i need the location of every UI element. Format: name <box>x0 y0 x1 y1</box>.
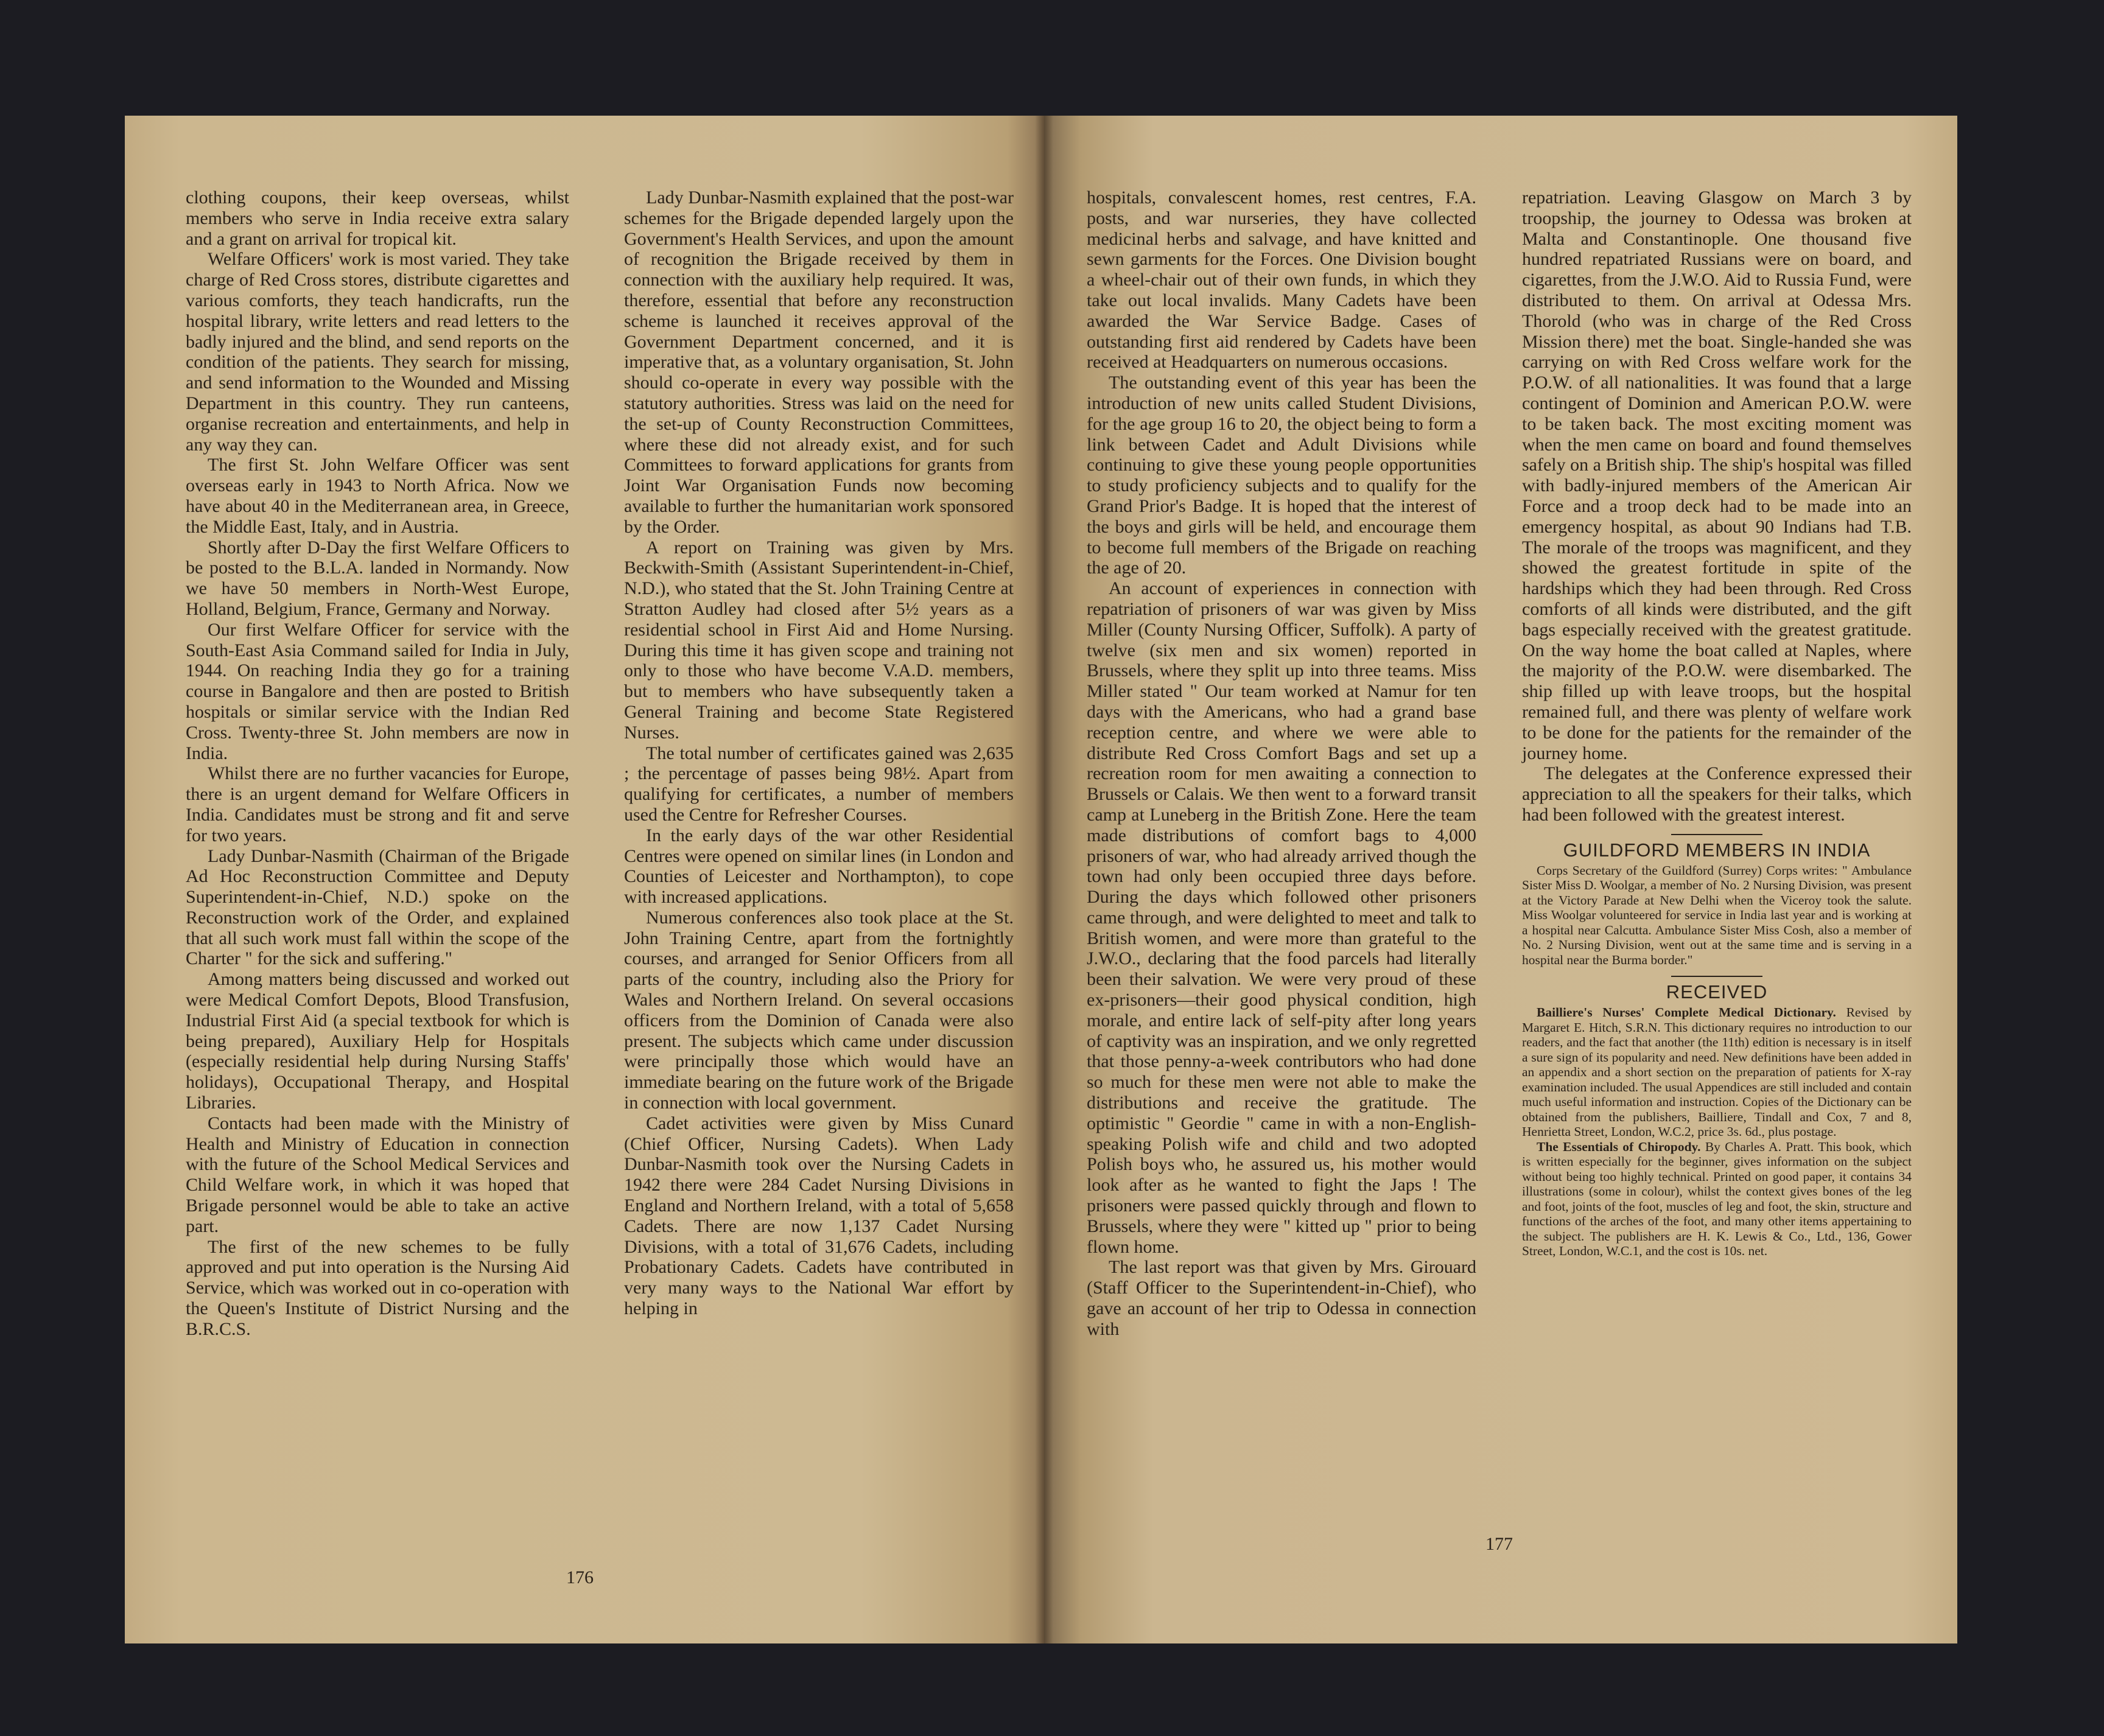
paragraph: Cadet activities were given by Miss Cunard (Chief Officer, Nursing Cadets). When Lady Dunbar-Nasmith took over the Nursing Cadets in 1942 there were 284 Cadet Nursing Divisions in England and Northern Ireland, with a total of 5,658 Cadets. There are now 1,137 Cadet Nursing Divisions, with a total of 31,676 Cadets, including Probationary Cadets. Cadets have contributed in very many ways to the National War effort by helping in <box>624 1113 1014 1319</box>
paragraph: A report on Training was given by Mrs. Beckwith-Smith (Assistant Superintendent-in-Chief, N.D.), who stated that the St. John Training Centre at Stratton Audley had closed after 5½ years as a residential school in First Aid and Home Nursing. During this time it has given scope and training not only to those who have become V.A.D. members, but to members who have subsequently taken a General Training and become State Registered Nurses. <box>624 537 1014 743</box>
left-page-column-1 <box>186 187 569 1340</box>
paragraph: The total number of certificates gained was 2,635 ; the percentage of passes being 98½. Apart from qualifying for certificates, a number of members used the Centre for Refresher Courses. <box>624 743 1014 825</box>
paragraph: The delegates at the Conference expressed their appreciation to all the speakers for their talks, which had been followed with the greatest interest. <box>1522 763 1912 825</box>
paragraph: Numerous conferences also took place at the St. John Training Centre, apart from the fortnightly courses, and arranged for Senior Officers from all parts of the country, including also the Priory for Wales and Northern Ireland. On several occasions officers from the Dominion of Canada were also present. The subjects which came under discussion were principally those which would have an immediate bearing on the future work of the Brigade in connection with local government. <box>624 907 1014 1113</box>
guildford-body: Corps Secretary of the Guildford (Surrey) Corps writes: " Ambulance Sister Miss D. Woolgar, a member of No. 2 Nursing Division, was present at the Victory Parade at New Delhi when the Viceroy took the salute. Miss Woolgar volunteered for service in India last year and is working at a hospital near Calcutta. Ambulance Sister Miss Cosh, also a member of No. 2 Nursing Division, went out at the same time and is serving in a hospital near the Burma border." <box>1522 863 1912 967</box>
paragraph: Lady Dunbar-Nasmith explained that the post-war schemes for the Brigade depended largely upon the Government's Health Services, and upon the amount of recognition the Brigade received by them in connection with the auxiliary help required. It was, therefore, essential that before any reconstruction scheme is launched it receives approval of the Government Department concerned, and it is imperative that, as a voluntary organisation, St. John should co-operate in every way possible with the statutory authorities. Stress was laid on the need for the set-up of County Reconstruction Committees, where these did not already exist, and for such Committees to forward applications for grants from Joint War Organisation Funds now becoming available to further the humanitarian work sponsored by the Order. <box>624 187 1014 537</box>
paragraph: The first of the new schemes to be fully approved and put into operation is the Nursing Aid Service, which was worked out in co-operation with the Queen's Institute of District Nursing and the B.R.C.S. <box>186 1236 569 1339</box>
paragraph: Shortly after D-Day the first Welfare Officers to be posted to the B.L.A. landed in Normandy. Now we have 50 members in North-West Europe, Holland, Belgium, France, Germany and Norway. <box>186 537 569 619</box>
received-heading: RECEIVED <box>1666 981 1768 1003</box>
left-page-column-2 <box>624 187 1014 1319</box>
guildford-note <box>1522 863 1912 968</box>
guildford-heading: GUILDFORD MEMBERS IN INDIA <box>1563 839 1871 861</box>
right-page-column-1 <box>1087 187 1476 1340</box>
received-item-body: By Charles A. Pratt. This book, which is written especially for the beginner, gives information on the subject without being too highly technical. Printed on good paper, it contains 34 illustrations (some in colour), whilst the context gives bones of the leg and foot, joints of the foot, muscles of leg and foot, the skin, structure and functions of the arches of the foot, and many other items appertaining to the subject. The publishers are H. K. Lewis & Co., Ltd., 136, Gower Street, London, W.C.1, and the cost is 10s. net. <box>1522 1139 1912 1259</box>
section-divider <box>1671 976 1762 977</box>
paragraph: The outstanding event of this year has been the introduction of new units called Student Divisions, for the age group 16 to 20, the object being to form a link between Cadet and Adult Divisions while continuing to give these young people opportunities to study proficiency subjects and to qualify for the Grand Prior's Badge. It is hoped that the interest of the boys and girls will be held, and encourage them to become full members of the Brigade on reaching the age of 20. <box>1087 373 1476 578</box>
paragraph: The last report was that given by Mrs. Girouard (Staff Officer to the Superintendent-in-Chief), who gave an account of her trip to Odessa in connection with <box>1087 1257 1476 1339</box>
paragraph: hospitals, convalescent homes, rest centres, F.A. posts, and war nurseries, they have collected medicinal herbs and salvage, and have knitted and sewn garments for the Forces. One Division bought a wheel-chair out of their own funds, in which they take out local invalids. Many Cadets have been awarded the War Service Badge. Cases of outstanding first aid rendered by Cadets have been received at Headquarters on numerous occasions. <box>1087 187 1476 373</box>
paragraph: In the early days of the war other Residential Centres were opened on similar lines (in London and Counties of Leicester and Northampton), to cope with increased applications. <box>624 825 1014 908</box>
left-page <box>125 116 1044 1643</box>
paragraph: repatriation. Leaving Glasgow on March 3 by troopship, the journey to Odessa was broken at Malta and Constantinople. One thousand five hundred repatriated Russians were on board, and cigarettes, from the J.W.O. Aid to Russia Fund, were distributed to them. On arrival at Odessa Mrs. Thorold (who was in charge of the Red Cross Mission there) met the boat. Single-handed she was carrying on with Red Cross welfare work for the P.O.W. of all nationalities. It was found that a large contingent of Dominion and American P.O.W. were to be taken back. The most exciting moment was when the men came on board and found themselves safely on a British ship. The ship's hospital was filled with badly-injured members of the American Air Force and a troop deck had to be made into an emergency hospital, as about 90 Indians had T.B. The morale of the troops was magnificent, and they showed the greatest fortitude in spite of the hardships which they had been through. Red Cross comforts of all kinds were distributed, and the gift bags especially received with the greatest gratitude. On the way home the boat called at Naples, where the majority of the P.O.W. were disembarked. The ship filled up with leave troops, but the hospital remained full, and there was plenty of welfare work to be done for the patients for the remainder of the journey home. <box>1522 187 1912 763</box>
received-item-title: Bailliere's Nurses' Complete Medical Dictionary. <box>1537 1005 1836 1020</box>
paragraph: The first St. John Welfare Officer was sent overseas early in 1943 to North Africa. Now we have about 40 in the Mediterranean area, in Greece, the Middle East, Italy, and in Austria. <box>186 455 569 537</box>
page-number: 177 <box>1485 1534 1513 1554</box>
page-number: 176 <box>566 1567 594 1587</box>
received-item <box>1522 1139 1912 1259</box>
paragraph: Whilst there are no further vacancies for Europe, there is an urgent demand for Welfare Officers in India. Candidates must be strong and fit and serve for two years. <box>186 763 569 845</box>
paragraph: Welfare Officers' work is most varied. They take charge of Red Cross stores, distribute cigarettes and various comforts, they teach handicrafts, run the hospital library, write letters and read letters to the badly injured and the blind, and send reports on the condition of the patients. They search for missing, and send information to the Wounded and Missing Department in this country. They run canteens, organise recreation and entertainments, and help in any way they can. <box>186 249 569 455</box>
paragraph: An account of experiences in connection with repatriation of prisoners of war was given by Miss Miller (County Nursing Officer, Suffolk). A party of twelve (six men and six women) reported in Brussels, where they split up into three teams. Miss Miller stated " Our team worked at Namur for ten days with the Americans, who had a grand base reception centre, and where we were able to distribute Red Cross Comfort Bags and set up a recreation room for men awaiting a connection to Brussels or Calais. We then went to a forward transit camp at Luneberg in the British Zone. Here the team made distributions of comfort bags to 4,000 prisoners of war, who had already arrived though the town had only been occupied three days before. During the days which followed other prisoners came through, and were delighted to meet and talk to British women, and were more than grateful to the J.W.O., declaring that the food parcels had literally been their salvation. We were very proud of these ex-prisoners—their good physical condition, high morale, and entire lack of self-pity after long years of captivity was an inspiration, and we only regretted that those penny-a-week contributors who had done so much for these men were not able to make the distributions and receive the gratitude. The optimistic " Geordie " came in with a non-English-speaking Polish wife and child and two adopted Polish boys who, he assured us, his mother would look after as he wanted to fight the Japs ! The prisoners were passed quickly through and flown to Brussels, where they were " kitted up " prior to being flown home. <box>1087 578 1476 1257</box>
received-list <box>1522 1005 1912 1259</box>
paragraph: clothing coupons, their keep overseas, whilst members who serve in India receive extra salary and a grant on arrival for tropical kit. <box>186 187 569 249</box>
received-item <box>1522 1005 1912 1139</box>
right-page-column-2 <box>1522 187 1912 1259</box>
paragraph: Lady Dunbar-Nasmith (Chairman of the Brigade Ad Hoc Reconstruction Committee and Deputy Superintendent-in-Chief, N.D.) spoke on the Reconstruction work of the Order, and explained that all such work must fall within the scope of the Charter " for the sick and suffering." <box>186 845 569 969</box>
received-item-title: The Essentials of Chiropody. <box>1537 1139 1701 1154</box>
paragraph: Our first Welfare Officer for service with the South-East Asia Command sailed for India in July, 1944. On reaching India they go for a training course in Bangalore and then are posted to British hospitals or similar service with the Indian Red Cross. Twenty-three St. John members are now in India. <box>186 619 569 763</box>
book-spine-shadow <box>1035 116 1053 1643</box>
section-divider <box>1671 834 1762 835</box>
received-item-body: Revised by Margaret E. Hitch, S.R.N. This dictionary requires no introduction to our readers, and the fact that another (the 11th) edition is necessary is in itself a sure sign of its popularity and need. New definitions have been added in an appendix and a short section on the preparation of patients for X-ray examination included. The usual Appendices are still included and contain much useful information and instruction. Copies of the Dictionary can be obtained from the publishers, Bailliere, Tindall and Cox, 7 and 8, Henrietta Street, London, W.C.2, price 3s. 6d., plus postage. <box>1522 1005 1912 1139</box>
paragraph: Among matters being discussed and worked out were Medical Comfort Depots, Blood Transfusion, Industrial First Aid (a special textbook for which is being prepared), Auxiliary Help for Hospitals (especially residential help during Nursing Staffs' holidays), Occupational Therapy, and Hospital Libraries. <box>186 969 569 1113</box>
right-page <box>1044 116 1957 1643</box>
paragraph: Contacts had been made with the Ministry of Health and Ministry of Education in connection with the future of the School Medical Services and Child Welfare work, in which it was hoped that Brigade personnel would be able to take an active part. <box>186 1113 569 1236</box>
